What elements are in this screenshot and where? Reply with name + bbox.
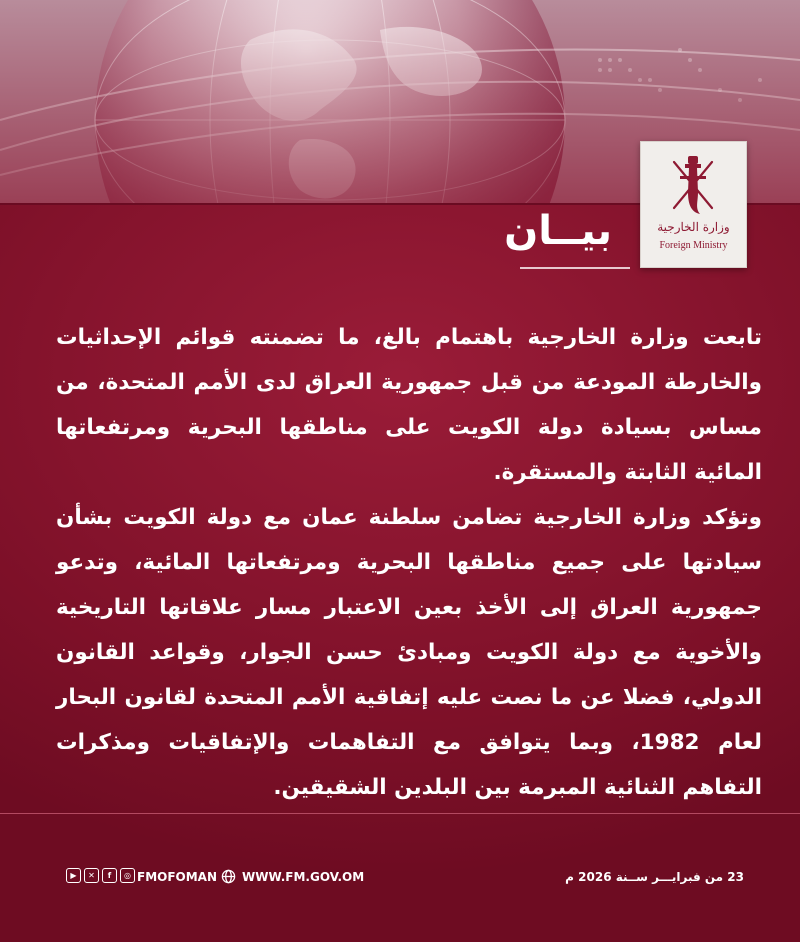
ministry-name-english: Foreign Ministry <box>659 240 728 251</box>
oman-khanjar-emblem-icon <box>668 152 718 218</box>
twitter-icon[interactable]: ✕ <box>84 868 99 883</box>
ministry-emblem-card <box>640 141 747 268</box>
facebook-icon[interactable]: f <box>102 868 117 883</box>
statement-date: 23 من فبرايـــر ســنة 2026 م <box>565 870 744 884</box>
statement-title: بيــان <box>504 208 612 254</box>
title-underline <box>520 267 630 269</box>
instagram-icon[interactable]: ◎ <box>120 868 135 883</box>
footer <box>0 868 800 888</box>
youtube-icon[interactable]: ▶ <box>66 868 81 883</box>
ministry-name-arabic: وزارة الخارجية <box>657 220 730 234</box>
statement-paragraph-2: وتؤكد وزارة الخارجية تضامن سلطنة عمان مع دولة الكويت بشأن سيادتها على جميع مناطقها البحرية ومرتفعاتها المائية، وتدعو جمهورية العراق إلى الأخذ بعين الاعتبار مسار علاقاتها التاريخية والأخوية مع دولة الكويت ومبادئ حسن الجوار، وقواعد القانون الدولي، فضلا عن ما نصت عليه إتفاقية الأمم المتحدة لقانون البحار لعام 1982، وبما يتوافق مع التفاهمات والإتفاقيات ومذكرات التفاهم الثنائية المبرمة بين البلدين الشقيقين. <box>56 505 763 800</box>
social-handle[interactable]: FMOFOMAN <box>137 870 218 884</box>
website-link[interactable]: WWW.FM.GOV.OM <box>242 870 365 884</box>
social-icons <box>66 868 135 883</box>
globe-icon <box>221 869 236 884</box>
statement-paragraph-1: تابعت وزارة الخارجية باهتمام بالغ، ما تضمنته قوائم الإحداثيات والخارطة المودعة من قبل جمهورية العراق لدى الأمم المتحدة، من مساس بسيادة دولة الكويت على مناطقها البحرية ومرتفعاتها المائية الثابتة والمستقرة. <box>56 325 762 485</box>
footer-divider <box>0 813 800 814</box>
